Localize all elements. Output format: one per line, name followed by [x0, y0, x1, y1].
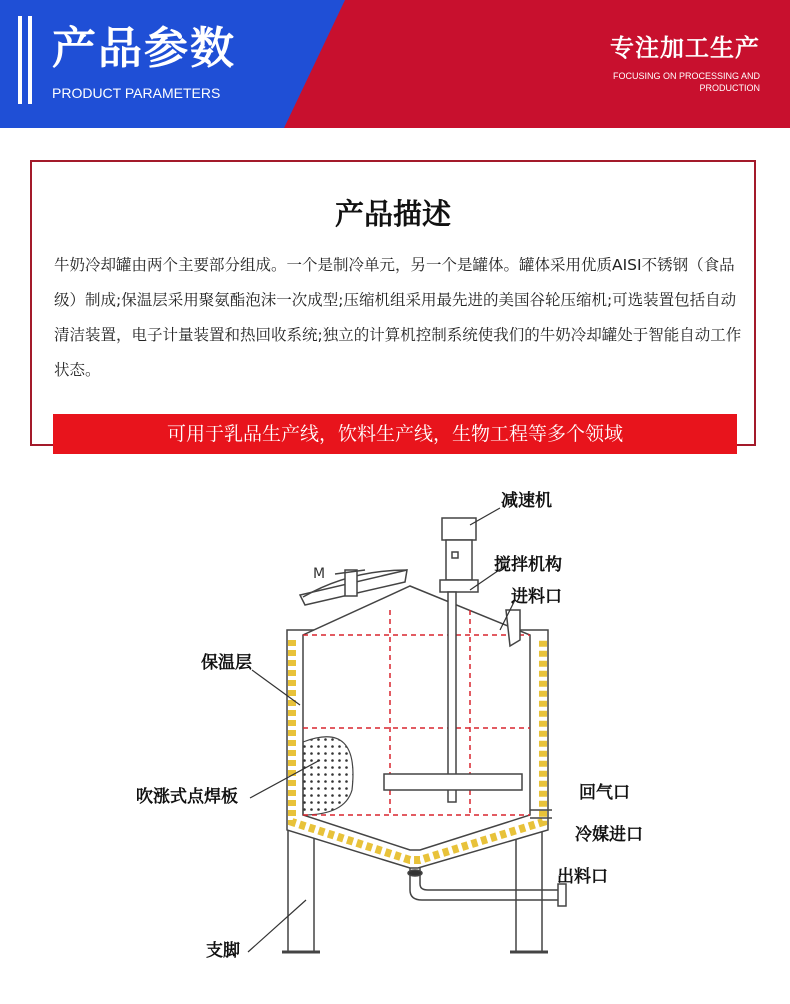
description-box — [30, 160, 756, 446]
reducer-motor — [440, 518, 478, 592]
tank-body — [303, 586, 530, 850]
label-insulation: 保温层 — [201, 653, 252, 673]
label-agitator: 搅拌机构 — [494, 555, 562, 575]
label-inlet: 进料口 — [511, 587, 562, 607]
header-subtitle: PRODUCT PARAMETERS — [52, 85, 221, 101]
description-text: 牛奶冷却罐由两个主要部分组成。一个是制冷单元，另一个是罐体。罐体采用优质AISI不锈钢（食品级）制成;保温层采用聚氨酯泡沫一次成型;压缩机组采用最先进的美国谷轮压缩机;可选装置包括自动清洁装置，电子计量装置和热回收系统;独立的计算机控制系统使我们的牛奶冷却罐处于智能自动工作状态。 — [54, 256, 742, 379]
label-dimple-plate: 吹涨式点焊板 — [136, 787, 238, 807]
description-title: 产品描述 — [334, 197, 451, 231]
label-outlet: 出料口 — [557, 867, 608, 887]
tank-diagram — [0, 470, 790, 1004]
header-slogan-english: FOCUSING ON PROCESSING AND PRODUCTION — [612, 71, 760, 93]
application-banner: 可用于乳品生产线，饮料生产线，生物工程等多个领域 — [53, 414, 737, 454]
manhole-mark: M — [313, 566, 326, 582]
page-header — [0, 0, 790, 128]
label-legs: 支脚 — [206, 941, 240, 961]
header-title: 产品参数 — [52, 23, 236, 74]
header-slogan: 专注加工生产 — [610, 34, 760, 62]
label-reducer: 减速机 — [501, 491, 552, 511]
label-coolant-inlet: 冷媒进口 — [575, 825, 643, 845]
label-gas-return: 回气口 — [579, 783, 630, 803]
